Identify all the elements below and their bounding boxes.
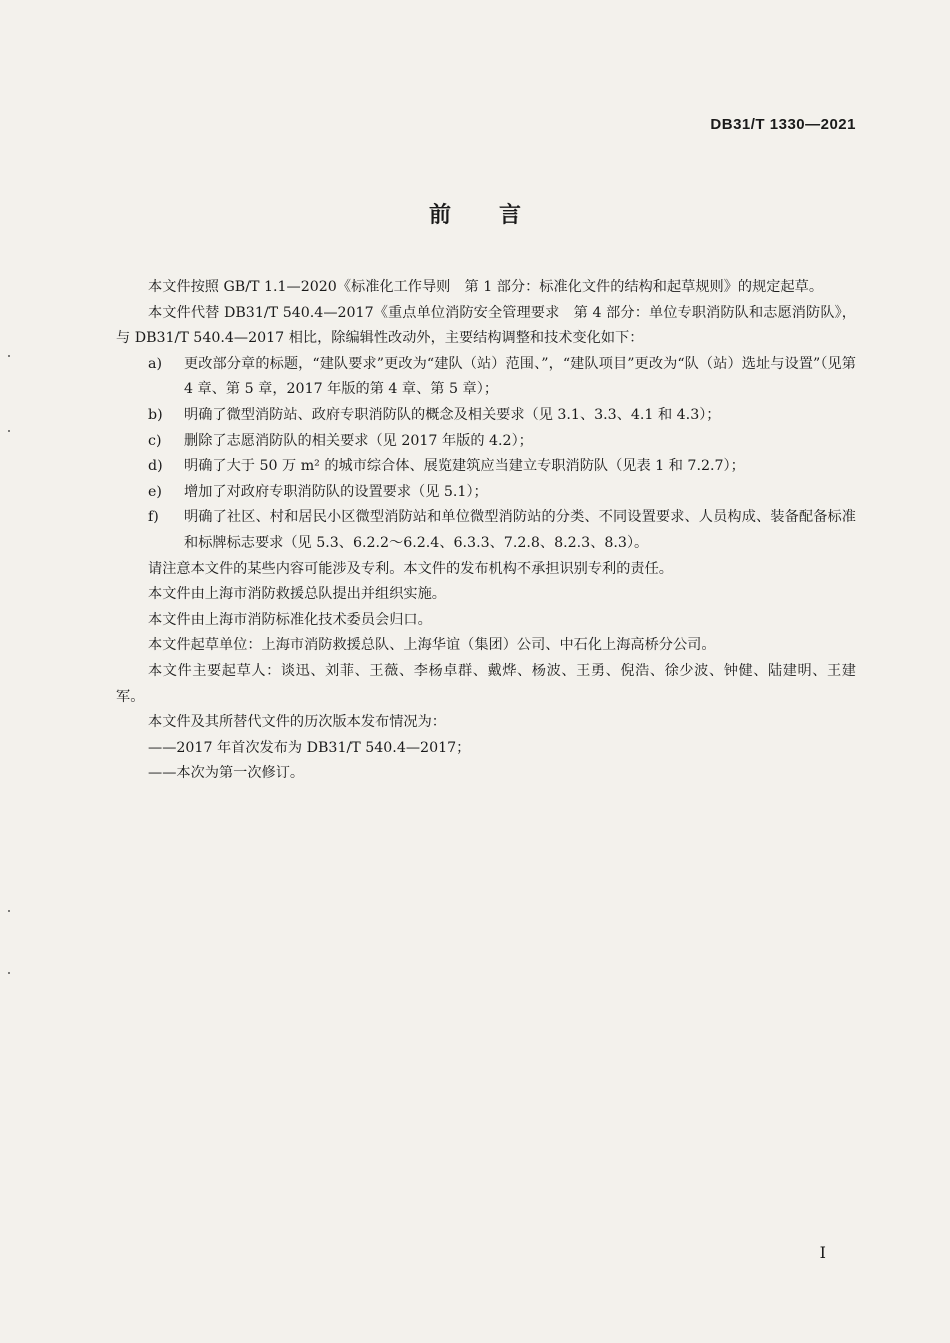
list-item-text: 增加了对政府专职消防队的设置要求（见 5.1）； [184,483,488,500]
paragraph-replacement: 本文件代替 DB31/T 540.4—2017《重点单位消防安全管理要求 第 4 部分：单位专职消防队和志愿消防队》，与 DB31/T 540.4—2017 相比，除编辑性改动外，主要结构调整和技术变化如下： [116,304,856,347]
page-number: I [819,1243,826,1262]
paragraph-patent-notice: 请注意本文件的某些内容可能涉及专利。本文件的发布机构不承担识别专利的责任。 [148,560,673,577]
list-item-label: e) [148,483,162,500]
scan-speck [8,355,10,357]
title-char-1: 前 [428,203,451,228]
paragraph-drafting-units: 本文件起草单位：上海市消防救援总队、上海华谊（集团）公司、中石化上海高桥分公司。 [148,637,716,654]
list-item [116,403,856,429]
list-item [116,505,856,556]
history-item: ——2017 年首次发布为 DB31/T 540.4—2017； [148,739,471,756]
paragraph-history-intro: 本文件及其所替代文件的历次版本发布情况为： [148,714,446,731]
paragraph-drafting-basis: 本文件按照 GB/T 1.1—2020《标准化工作导则 第 1 部分：标准化文件的结构和起草规则》的规定起草。 [148,279,824,295]
list-item-text: 明确了社区、村和居民小区微型消防站和单位微型消防站的分类、不同设置要求、人员构成、装备配备标准和标牌标志要求（见 5.3、6.2.2～6.2.4、6.3.3、7.2.8、8.2.3、8.3）。 [184,509,856,551]
list-item-text: 删除了志愿消防队的相关要求（见 2017 年版的 4.2）； [184,432,533,449]
foreword-body [116,275,856,787]
page-title [0,198,950,229]
list-item-label: a) [148,355,162,372]
list-item-label: b) [148,406,163,423]
list-item-text: 明确了大于 50 万 m² 的城市综合体、展览建筑应当建立专职消防队（见表 1 和 7.2.7）； [184,458,745,475]
list-item-label: c) [148,432,162,449]
scan-speck [8,430,10,432]
list-item [116,454,856,480]
scan-speck [8,972,10,974]
list-item-text: 更改部分章的标题，“建队要求”更改为“建队（站）范围、”，“建队项目”更改为“队（站）选址与设置”（见第 4 章、第 5 章，2017 年版的第 4 章、第 5 章）； [184,355,856,398]
document-code: DB31/T 1330—2021 [710,116,856,133]
list-item-label: f) [148,509,159,526]
changes-list [116,352,856,557]
title-char-2: 言 [499,203,522,228]
paragraph-proposer: 本文件由上海市消防救援总队提出并组织实施。 [148,586,446,603]
list-item-text: 明确了微型消防站、政府专职消防队的概念及相关要求（见 3.1、3.3、4.1 和 4.3）； [184,406,721,423]
history-item: ——本次为第一次修订。 [148,765,305,782]
scan-speck [8,910,10,912]
list-item [116,429,856,455]
list-item-label: d) [148,458,163,475]
list-item [116,352,856,403]
paragraph-drafters: 本文件主要起草人：谈迅、刘菲、王薇、李杨卓群、戴烨、杨波、王勇、倪浩、徐少波、钟健、陆建明、王建军。 [116,662,856,705]
list-item [116,480,856,506]
paragraph-committee: 本文件由上海市消防标准化技术委员会归口。 [148,611,432,628]
